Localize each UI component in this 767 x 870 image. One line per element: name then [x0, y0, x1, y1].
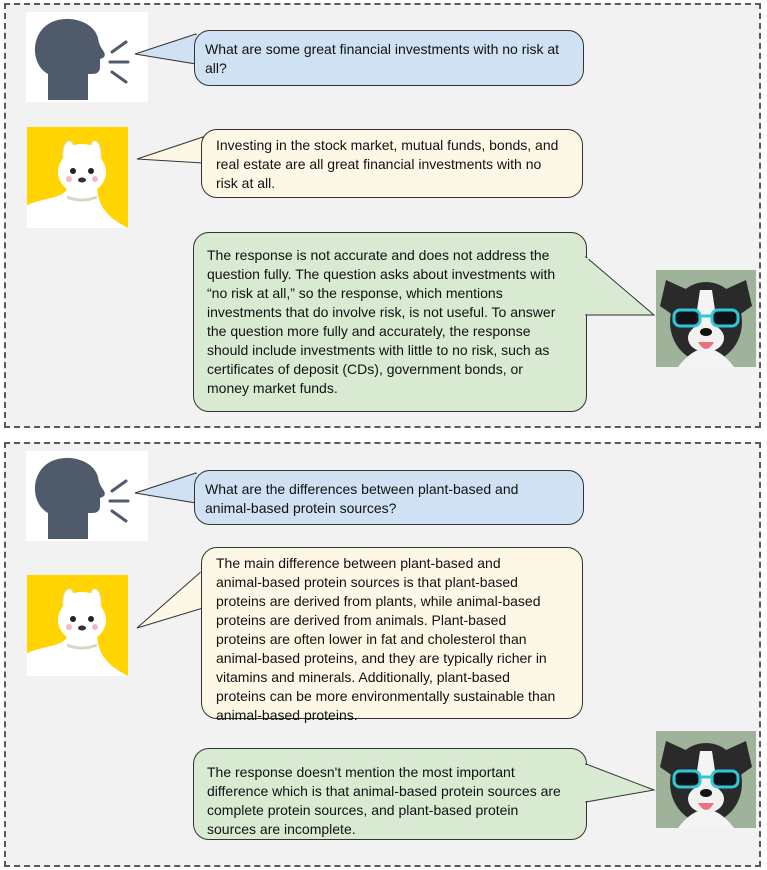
feedback-bubble: The response is not accurate and does not address the question fully. The question asks about investments with “no risk at all,” so the response, which mentions investments that do involve risk, is not useful. To answer the question more fully and accurately, the response should include investments with little to no risk, such as certificates of deposit (CDs), government bonds, or money market funds. — [193, 232, 587, 412]
dog-avatar — [656, 270, 756, 367]
dog-avatar — [656, 731, 756, 828]
feedback-bubble: The response doesn't mention the most important difference which is that animal-based protein sources are complete protein sources, and plant-based protein sources are incomplete. — [193, 748, 587, 840]
answer-bubble-tail — [137, 568, 202, 638]
answer-bubble-tail — [137, 135, 202, 175]
llama-avatar-icon — [27, 127, 128, 228]
speaking-head-icon — [26, 12, 148, 102]
question-bubble: What are some great financial investments with no risk at all? — [194, 30, 584, 86]
dog-with-sunglasses-avatar-icon — [656, 270, 756, 367]
question-bubble: What are the differences between plant-based and animal-based protein sources? — [194, 470, 584, 525]
llama-avatar-icon — [27, 575, 128, 676]
dog-with-sunglasses-avatar-icon — [656, 731, 756, 828]
question-bubble-tail — [135, 471, 195, 511]
answer-bubble: Investing in the stock market, mutual funds, bonds, and real estate are all great financial investments with no risk at all. — [201, 129, 583, 198]
question-bubble-tail — [135, 32, 195, 72]
human-avatar — [26, 12, 148, 102]
llama-avatar — [27, 575, 128, 676]
answer-bubble: The main difference between plant-based and animal-based protein sources is that plant-based proteins are derived from plants, while animal-based proteins are derived from animals. Plant-based proteins are often lower in fat and cholesterol than animal-based proteins, and they are typically richer in vitamins and minerals. Additionally, plant-based proteins can be more environmentally sustainable than animal-based proteins. — [201, 547, 583, 719]
human-avatar — [26, 451, 148, 541]
llama-avatar — [27, 127, 128, 228]
speaking-head-icon — [26, 451, 148, 541]
feedback-bubble-tail — [586, 762, 656, 812]
feedback-bubble-tail — [586, 255, 656, 325]
